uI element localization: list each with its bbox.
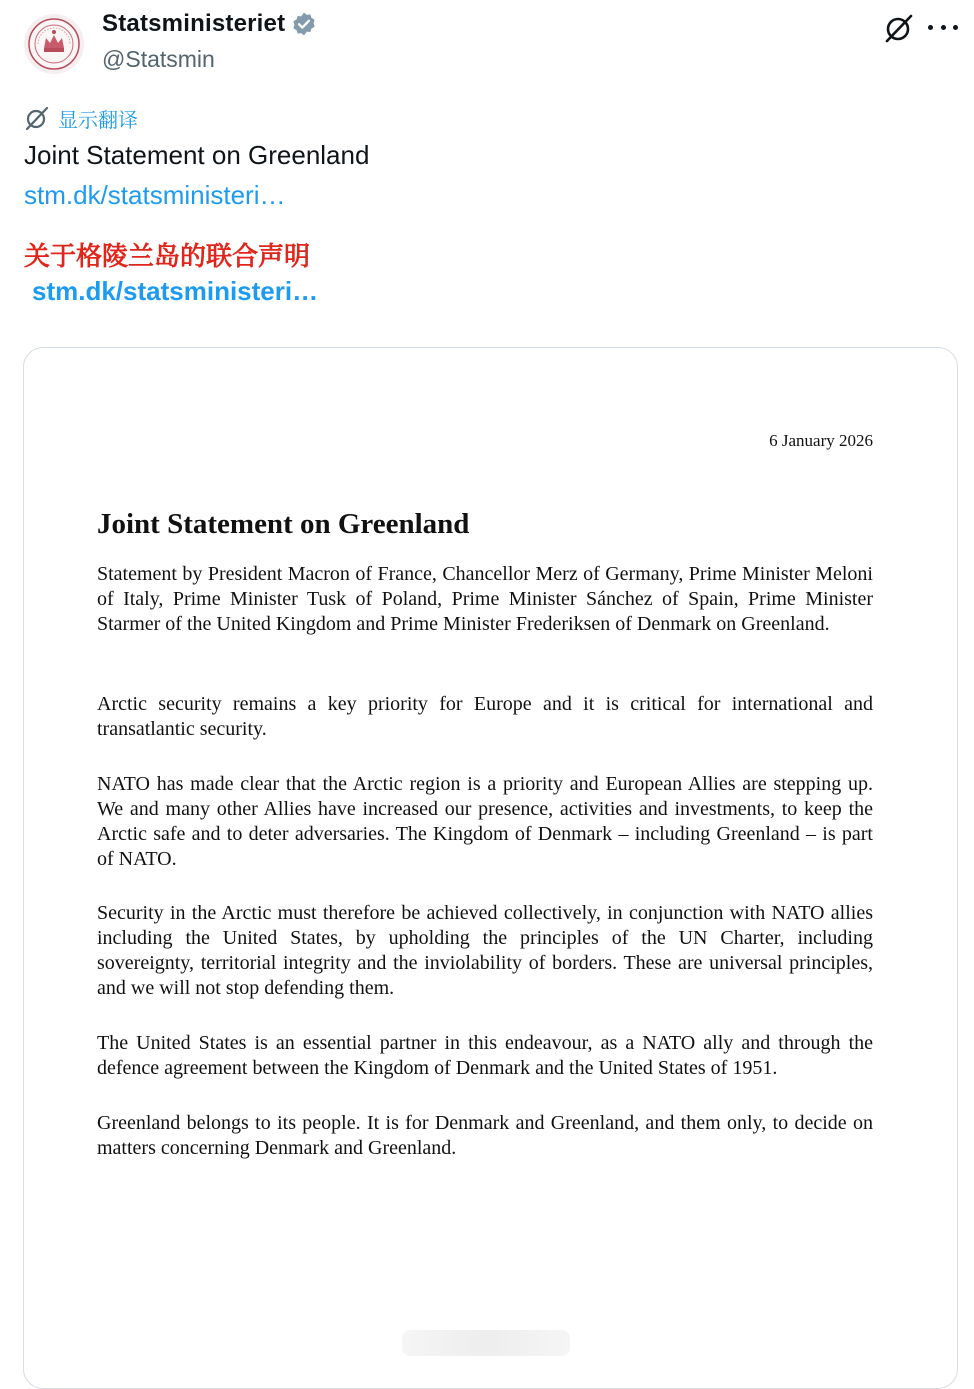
show-translation-button[interactable] [24,104,138,132]
chinese-caption-title: 关于格陵兰岛的联合声明 [24,241,311,271]
document-paragraph: Arctic security remains a key priority for Europe and it is critical for international and transatlantic security. [97,693,873,740]
document-paragraph: Security in the Arctic must therefore be achieved collectively, in conjunction with NATO allies including the United States, by upholding the principles of the UN Charter, including sovereignty, territorial integrity and the inviolability of borders. These are universal principles, and we will not stop defending them. [97,902,873,999]
author-handle[interactable]: @Statsmin [102,46,215,72]
document-date: 6 January 2026 [769,431,873,450]
document-paragraph: NATO has made clear that the Arctic region is a priority and European Allies are stepping up. We and many other Allies have increased our presence, activities and investments, to keep the Arctic safe and to deter adversaries. The Kingdom of Denmark – including Greenland – is part of NATO. [97,773,873,870]
tweet-media-image[interactable] [23,347,958,1389]
watermark [402,1330,570,1356]
author-name-text: Statsministeriet [102,10,286,37]
document-paragraph: Greenland belongs to its people. It is for Denmark and Greenland, and them only, to decide on matters concerning Denmark and Greenland. [97,1112,873,1159]
verified-badge-icon [291,11,317,37]
document-paragraph: Statement by President Macron of France, Chancellor Merz of Germany, Prime Minister Meloni of Italy, Prime Minister Tusk of Poland, Prime Minister Sánchez of Spain, Prime Minister Starmer of the United Kingdom and Prime Minister Frederiksen of Denmark on Greenland. [97,563,873,635]
chinese-caption-link[interactable]: stm.dk/statsministeri… [32,276,319,306]
grok-icon[interactable] [883,12,915,44]
royal-crest-seal-icon [26,16,82,72]
document-paragraph: The United States is an essential partner in this endeavour, as a NATO ally and through the defence agreement between the Kingdom of Denmark and the United States of 1951. [97,1032,873,1079]
author-avatar[interactable] [24,14,84,74]
grok-translate-icon [24,105,50,131]
tweet-link[interactable]: stm.dk/statsministeri… [24,180,286,210]
show-translation-label: 显示翻译 [58,109,138,132]
tweet-text: Joint Statement on Greenland [24,140,370,170]
author-display-name[interactable] [102,10,317,38]
more-options-icon[interactable] [928,14,958,40]
document-title: Joint Statement on Greenland [97,508,470,540]
